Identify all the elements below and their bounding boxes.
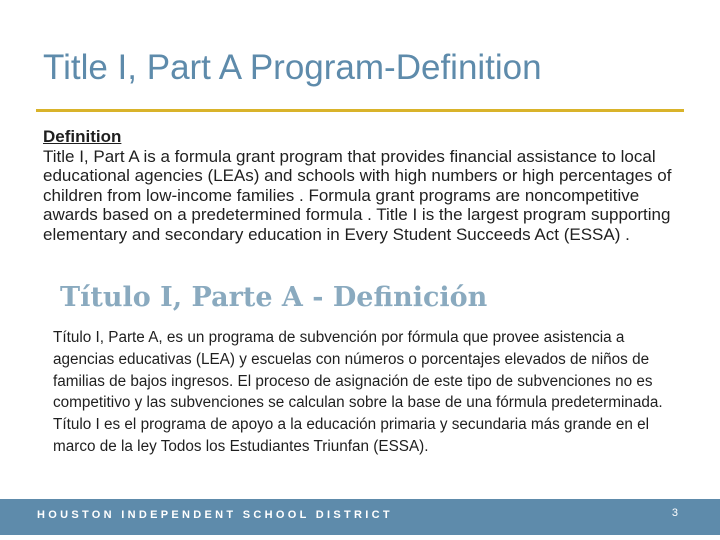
definition-body: Title I, Part A is a formula grant program that provides financial assistance to local educational agencies (LEAs) and schools with high numbers or high percentages of children from low-income families . Formula grant programs are noncompetitive awards based on a predetermined formula . Title I is the largest program supporting elementary and secondary education in Every Student Succeeds Act (ESSA) . xyxy=(43,146,672,244)
footer-bar xyxy=(0,499,720,535)
district-name: HOUSTON INDEPENDENT SCHOOL DISTRICT xyxy=(37,509,393,521)
spanish-title: Título I, Parte A - Definición xyxy=(60,282,488,313)
definition-heading: Definition xyxy=(43,127,122,146)
page-number: 3 xyxy=(671,507,678,519)
title-divider xyxy=(36,109,684,112)
spanish-definition-body: Título I, Parte A, es un programa de subvención por fórmula que provee asistencia a agencias educativas (LEA) y escuelas con números o porcentajes elevados de niños de familias de bajos ingresos. El proceso de asignación de este tipo de subvenciones no es competitivo y las subvenciones se calculan sobre la base de una fórmula predeterminada. Título I es el programa de apoyo a la educación primaria y secundaria más grande en el marco de la ley Todos los Estudiantes Triunfan (ESSA). xyxy=(53,329,663,455)
english-definition xyxy=(43,127,683,244)
slide-title: Title I, Part A Program-Definition xyxy=(43,48,542,87)
